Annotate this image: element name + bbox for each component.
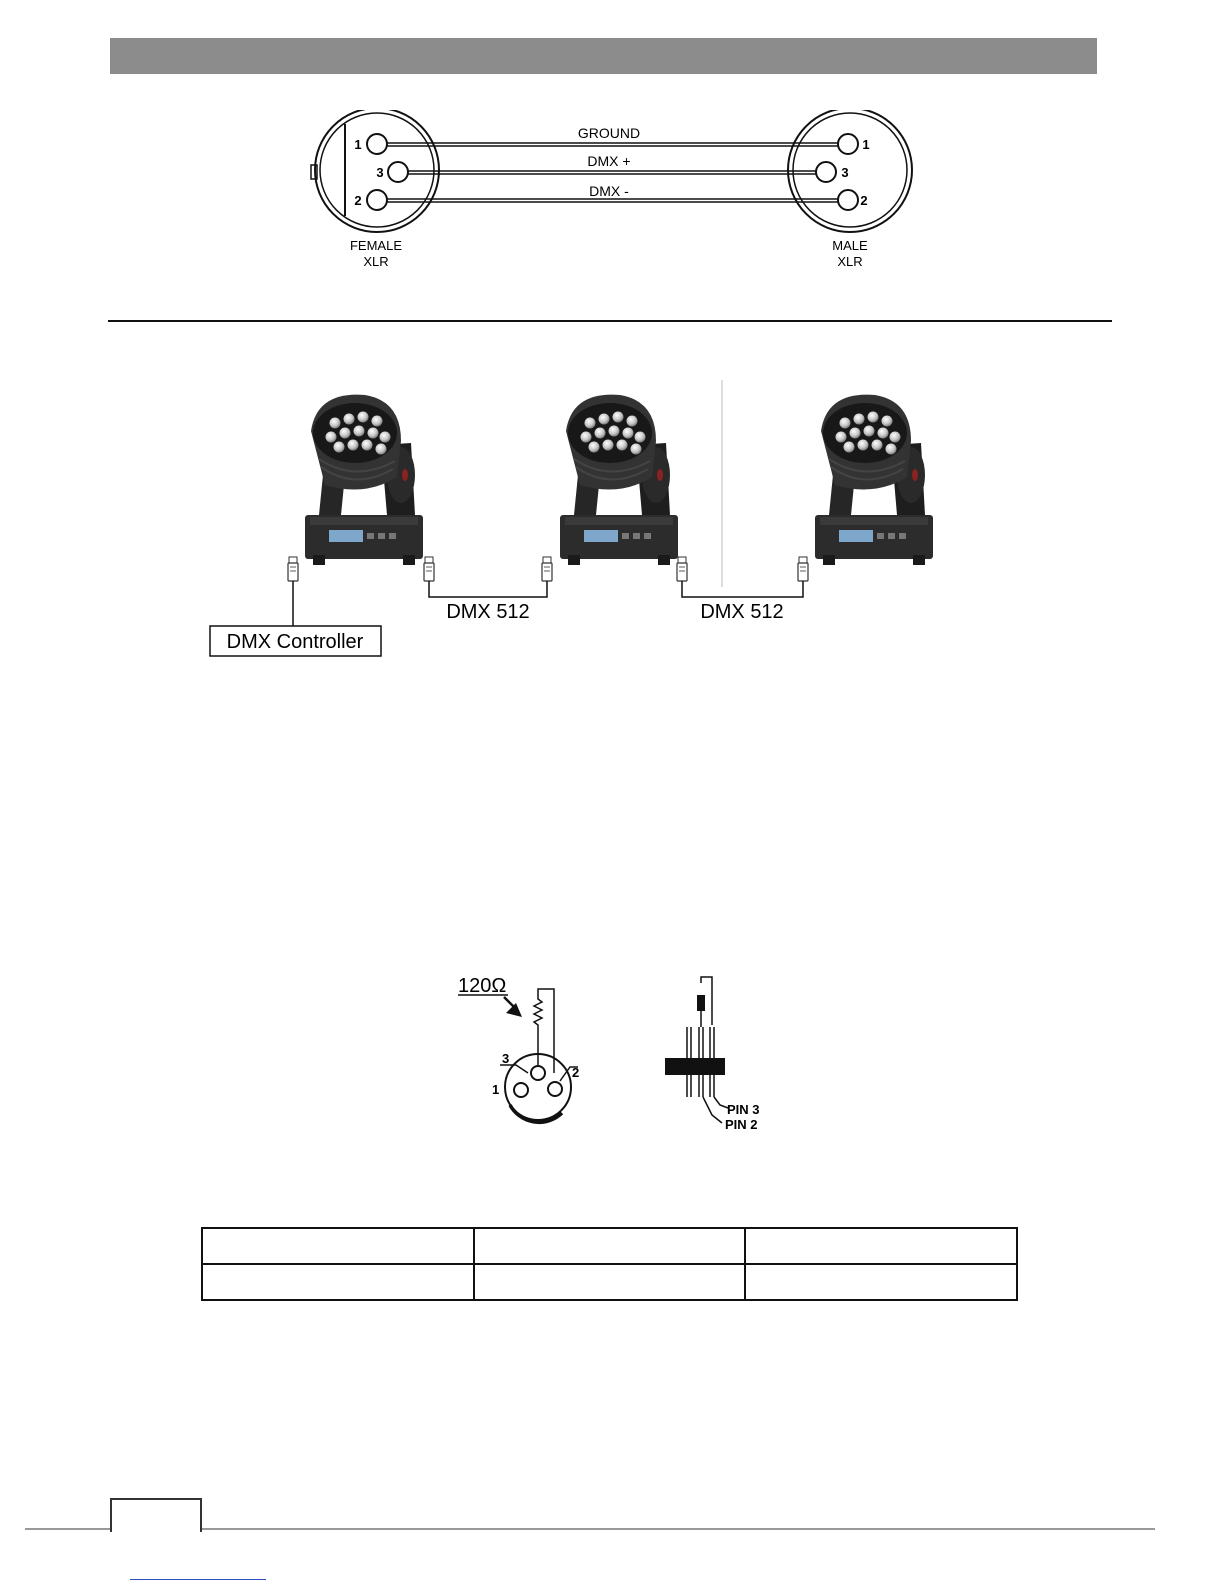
moving-head-2 [560, 395, 678, 565]
xlr-plug-2 [542, 557, 552, 581]
terminator-pin-2-label: 2 [572, 1065, 580, 1080]
dmx-terminator-diagram [450, 965, 790, 1140]
female-label-line-1: FEMALE [349, 238, 403, 253]
table-cell [474, 1264, 746, 1300]
male-pin-1 [838, 134, 858, 154]
dmx-chain-diagram [200, 375, 990, 665]
pin-3-callout: PIN 3 [727, 1102, 760, 1117]
male-label-line-2: XLR [837, 254, 863, 269]
female-pin-2-label: 2 [354, 193, 362, 208]
male-pin-2 [838, 190, 858, 210]
moving-head-3 [815, 395, 933, 565]
male-pin-3 [816, 162, 836, 182]
xlr-plug-4 [798, 557, 808, 581]
xlr-plug-3 [677, 557, 687, 581]
dmx-controller-label: DMX Controller [226, 631, 364, 653]
xlr-plug-controller [288, 557, 298, 581]
data-table [201, 1227, 1018, 1301]
xlr-plug-1 [424, 557, 434, 581]
terminator-pin-1-label: 1 [492, 1082, 500, 1097]
male-label-line-1: MALE [832, 238, 868, 253]
ground-label: GROUND [577, 125, 641, 141]
table-cell [745, 1228, 1017, 1264]
male-pin-2-label: 2 [860, 193, 868, 208]
table-cell [474, 1228, 746, 1264]
female-pin-1 [367, 134, 387, 154]
female-pin-3 [388, 162, 408, 182]
dmx-minus-label: DMX - [589, 183, 629, 199]
table-row [202, 1228, 1017, 1264]
xlr-wiring-diagram [300, 110, 920, 280]
terminator-pin-3-label: 3 [502, 1051, 510, 1066]
moving-head-1 [305, 395, 423, 565]
footer-link[interactable] [130, 1579, 266, 1580]
table-row [202, 1264, 1017, 1300]
female-pin-3-label: 3 [376, 165, 384, 180]
female-pin-2 [367, 190, 387, 210]
female-label-line-2: XLR [363, 254, 389, 269]
table-cell [202, 1264, 474, 1300]
pin-2-callout: PIN 2 [725, 1117, 758, 1132]
dmx-link-label-2: DMX 512 [700, 601, 784, 623]
resistor-value-label: 120Ω [458, 975, 507, 997]
table-cell [745, 1264, 1017, 1300]
female-pin-1-label: 1 [354, 137, 362, 152]
male-pin-1-label: 1 [862, 137, 870, 152]
solder-side-view [665, 977, 728, 1123]
header-bar [110, 38, 1097, 74]
male-pin-3-label: 3 [841, 165, 849, 180]
dmx-link-label-1: DMX 512 [446, 601, 530, 623]
table-cell [202, 1228, 474, 1264]
resistor [534, 989, 554, 1073]
dmx-plus-label: DMX + [587, 153, 631, 169]
page-number-tab [110, 1498, 202, 1532]
section-divider [108, 320, 1112, 322]
